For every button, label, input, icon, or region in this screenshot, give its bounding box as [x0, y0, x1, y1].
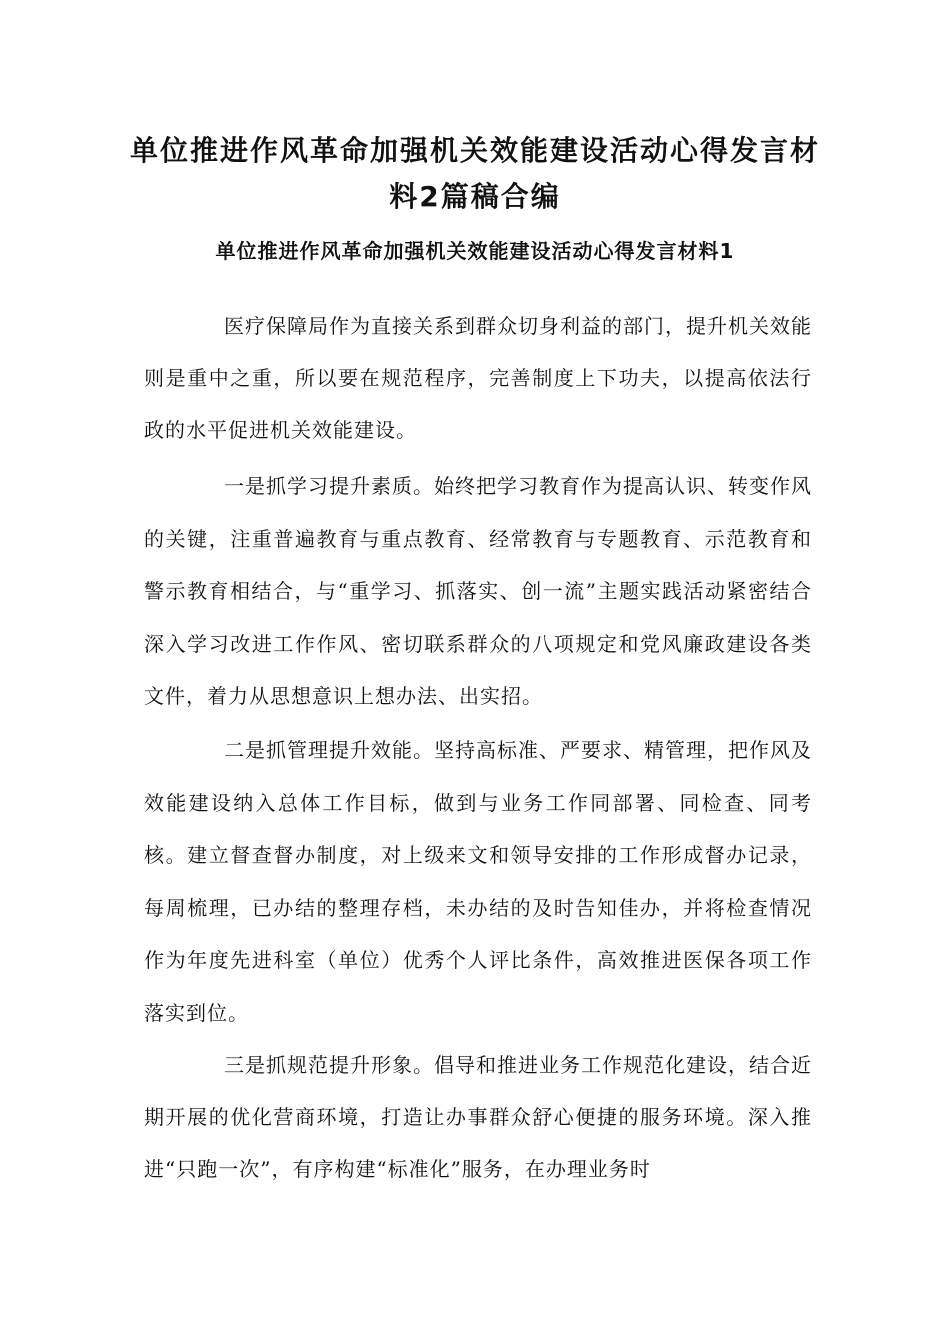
section-title: 单位推进作风革命加强机关效能建设活动心得发言材料1	[215, 239, 735, 263]
document-title	[120, 128, 830, 220]
paragraph-study: 一是抓学习提升素质。始终把学习教育作为提高认识、转变作风的关键，注重普遍教育与重点教育、经常教育与专题教育、示范教育和警示教育相结合，与“重学习、抓落实、创一流”主题实践活动紧密结合深入学习改进工作作风、密切联系群众的八项规定和党风廉政建设各类文件，着力从思想意识上想办法、出实招。	[144, 474, 812, 708]
document-title-line-1: 单位推进作风革命加强机关效能建设活动心得发言材	[129, 134, 820, 167]
paragraph-management: 二是抓管理提升效能。坚持高标准、严要求、精管理，把作风及效能建设纳入总体工作目标，做到与业务工作同部署、同检查、同考核。建立督查督办制度，对上级来文和领导安排的工作形成督办记录，每周梳理，已办结的整理存档，未办结的及时告知佳办，并将检查情况作为年度先进科室（单位）优秀个人评比条件，高效推进医保各项工作落实到位。	[144, 738, 812, 1025]
paragraph-intro: 医疗保障局作为直接关系到群众切身利益的部门，提升机关效能则是重中之重，所以要在规范程序，完善制度上下功夫，以提高依法行政的水平促进机关效能建设。	[144, 314, 812, 442]
document-title-line-2: 料2篇稿合编	[389, 180, 561, 213]
paragraph-standardization: 三是抓规范提升形象。倡导和推进业务工作规范化建设，结合近期开展的优化营商环境，打造让办事群众舒心便捷的服务环境。深入推进“只跑一次”，有序构建“标准化”服务，在办理业务时	[144, 1053, 812, 1181]
